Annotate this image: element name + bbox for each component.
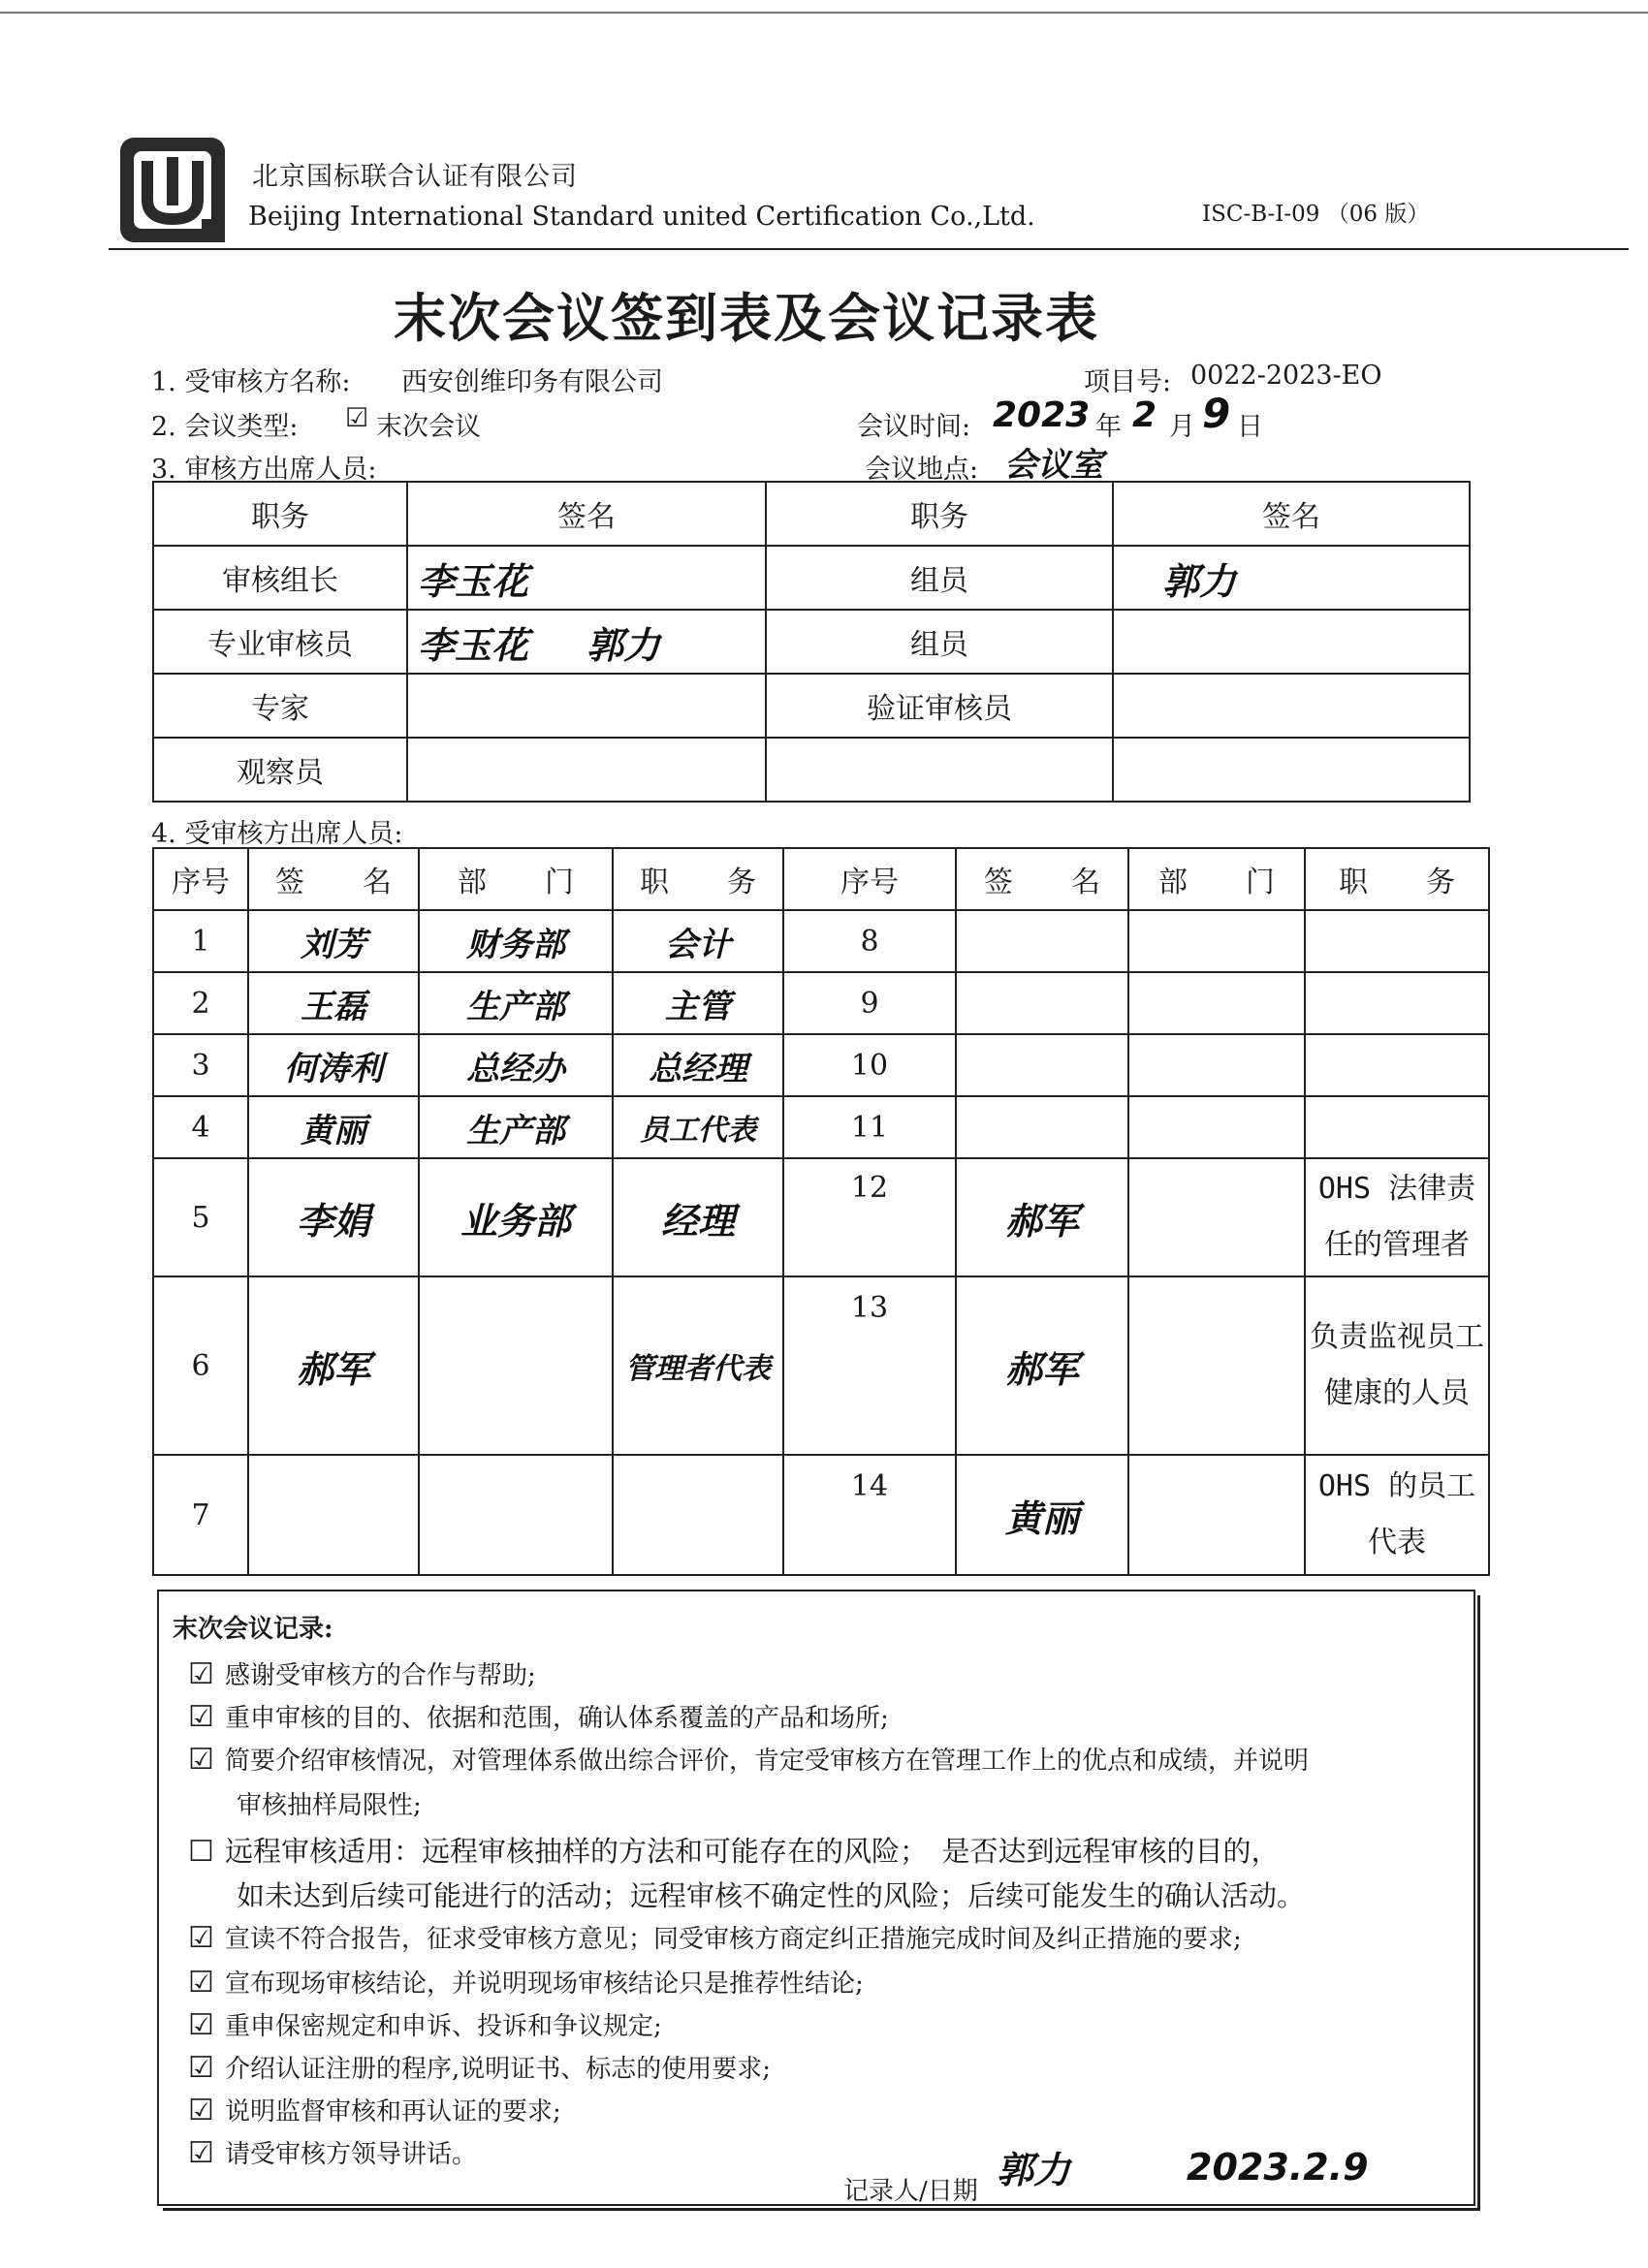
signature-cell [248,1455,419,1575]
position-cell [613,1158,783,1276]
col-header: 部 门 [419,848,613,910]
record-box [157,1590,1475,2206]
record-item [188,1919,1242,1955]
department-cell [419,1455,613,1575]
signature-cell [407,546,766,610]
position-cell [613,1455,783,1575]
signature-cell [956,1158,1128,1276]
record-item-continuation: 如未达到后续可能进行的活动；远程审核不确定性的风险；后续可能发生的确认活动。 [237,1879,1306,1912]
signature-cell [956,1455,1128,1575]
row-number: 8 [783,910,956,972]
role-cell: 专业审核员 [153,610,407,674]
position-cell [613,1276,783,1455]
department: 业务部 [460,1199,571,1243]
company-name-cn: 北京国标联合认证有限公司 [252,162,578,192]
company-name-en: Beijing International Standard united Certification Co.,Ltd. [248,202,1035,232]
signature-cell [956,1034,1128,1096]
signature-cell [407,738,766,802]
col-header: 签名 [1113,482,1470,546]
auditee-value: 西安创维印务有限公司 [401,367,663,397]
position-cell [613,1034,783,1096]
header-divider [109,248,1629,250]
table-row [153,610,1470,674]
position: 管理者代表 [625,1352,771,1386]
row-number: 6 [153,1276,248,1455]
meeting-time-label: 会议时间: [857,412,971,442]
row-number: 4 [153,1096,248,1158]
position-cell: OHS 法律责任的管理者 [1305,1158,1489,1276]
signature: 李娟 [296,1199,370,1243]
table-row [153,1096,1489,1158]
signature-cell [1113,738,1470,802]
role-cell: 验证审核员 [766,674,1113,738]
table-row [153,1034,1489,1096]
page-title: 末次会议签到表及会议记录表 [394,287,1099,349]
signature-cell [1113,546,1470,610]
record-heading: 末次会议记录: [173,1615,333,1644]
record-item-text: 说明监督审核和再认证的要求; [225,2097,561,2126]
position-cell [613,1096,783,1158]
signature: 刘芳 [301,925,366,964]
project-value: 0022-2023-EO [1190,361,1382,391]
row-number: 12 [783,1158,956,1276]
meeting-type-checkbox: ☑ [345,403,369,433]
checked-box-icon: ☑ [188,1657,214,1691]
position: 会计 [665,925,731,964]
position-cell [1305,972,1489,1034]
table-row [153,972,1489,1034]
role-cell [766,738,1113,802]
position: 员工代表 [640,1114,756,1148]
col-header: 序号 [783,848,956,910]
position-cell [613,910,783,972]
record-item [188,1698,889,1734]
department-cell [419,1034,613,1096]
meeting-month-unit: 月 [1169,412,1195,442]
checked-box-icon: ☑ [188,1966,214,2000]
record-item [188,2092,561,2127]
role-cell: 审核组长 [153,546,407,610]
department: 总经办 [466,1049,565,1088]
signature: 黄丽 [301,1111,366,1150]
signature-cell [248,910,419,972]
position: 总经理 [649,1049,747,1088]
record-item-text: 宣读不符合报告，征求受审核方意见；同受审核方商定纠正措施完成时间及纠正措施的要求; [225,1925,1242,1954]
attendee-table [152,847,1490,1576]
signature: 郭力 [586,623,661,667]
record-item-text: 请受审核方领导讲话。 [225,2140,478,2169]
empty-box-icon: ☐ [188,1835,214,1869]
company-logo-icon [118,136,227,244]
auditor-attendees-label: 3. 审核方出席人员: [151,455,377,485]
signature-cell [956,972,1128,1034]
signature: 郝军 [296,1347,370,1391]
auditee-label: 1. 受审核方名称: [151,367,351,397]
record-item-text: 重申审核的目的、依据和范围，确认体系覆盖的产品和场所; [225,1704,889,1733]
meeting-place-value: 会议室 [1004,446,1103,485]
department-cell [1128,1455,1305,1575]
scan-edge-line [0,12,1648,14]
checked-box-icon: ☑ [188,2051,214,2085]
table-header-row [153,848,1489,910]
recorder-label: 记录人/日期 [843,2177,978,2206]
signature-cell [1113,674,1470,738]
col-header: 职 务 [1305,848,1489,910]
checked-box-icon: ☑ [188,1700,214,1734]
table-row [153,1276,1489,1455]
signature-cell [956,1276,1128,1455]
checked-box-icon: ☑ [188,2136,214,2170]
record-item [188,1964,864,2000]
department: 生产部 [466,987,565,1026]
record-item-text: 介绍认证注册的程序,说明证书、标志的使用要求; [225,2055,772,2084]
role-cell: 组员 [766,610,1113,674]
signature-cell [248,1034,419,1096]
record-item [188,1830,1280,1870]
signature-cell [1113,610,1470,674]
meeting-year-unit: 年 [1095,412,1122,442]
role-cell: 专家 [153,674,407,738]
project-label: 项目号: [1084,367,1172,397]
table-row [153,1455,1489,1575]
signature-cell [248,1096,419,1158]
col-header: 部 门 [1128,848,1305,910]
signature-cell [956,1096,1128,1158]
position-cell [1305,910,1489,972]
position: 经理 [660,1199,735,1243]
role-cell: 组员 [766,546,1113,610]
col-header: 签名 [407,482,766,546]
record-item [188,1655,536,1691]
checked-box-icon: ☑ [188,1743,214,1777]
department-cell [1128,1096,1305,1158]
meeting-type-label: 2. 会议类型: [151,412,299,442]
meeting-year: 2023 [993,395,1091,435]
table-header-row [153,482,1470,546]
recorder-signature: 郭力 [997,2149,1071,2191]
department-cell [419,1158,613,1276]
row-number: 3 [153,1034,248,1096]
col-header: 职务 [153,482,407,546]
table-row [153,1158,1489,1276]
signature-cell [407,674,766,738]
record-item-text: 感谢受审核方的合作与帮助; [225,1661,536,1690]
record-item-continuation: 审核抽样局限性; [237,1791,422,1820]
document-code: ISC-B-I-09 （06 版） [1202,202,1430,227]
position-cell [1305,1096,1489,1158]
role-cell: 观察员 [153,738,407,802]
col-header: 职 务 [613,848,783,910]
signature-cell [248,972,419,1034]
signature-cell [248,1158,419,1276]
recorder-date: 2023.2.9 [1187,2146,1369,2189]
record-item-text: 简要介绍审核情况，对管理体系做出综合评价，肯定受审核方在管理工作上的优点和成绩，并说明 [225,1747,1310,1776]
row-number: 5 [153,1158,248,1276]
meeting-month: 2 [1132,395,1157,435]
position: 主管 [665,987,731,1026]
col-header: 签 名 [248,848,419,910]
record-item [188,2006,662,2042]
signature: 李玉花 [418,623,529,667]
table-row [153,674,1470,738]
signature: 郭力 [1162,559,1237,603]
record-item [188,1741,1309,1777]
table-row [153,910,1489,972]
department-cell [419,972,613,1034]
table-row [153,546,1470,610]
department-cell [1128,1276,1305,1455]
meeting-place-label: 会议地点: [865,455,979,485]
department-cell [1128,910,1305,972]
position-cell: OHS 的员工代表 [1305,1455,1489,1575]
department-cell [1128,1158,1305,1276]
signature-cell [956,910,1128,972]
record-item-text: 重申保密规定和申诉、投诉和争议规定; [225,2012,662,2041]
row-number: 7 [153,1455,248,1575]
department: 财务部 [466,925,565,964]
col-header: 序号 [153,848,248,910]
signature-cell [407,610,766,674]
row-number: 11 [783,1096,956,1158]
row-number: 14 [783,1455,956,1575]
row-number: 13 [783,1276,956,1455]
meeting-type-value: 末次会议 [376,412,481,442]
department-cell [419,1276,613,1455]
department-cell [419,1096,613,1158]
row-number: 9 [783,972,956,1034]
meeting-day: 9 [1202,390,1231,437]
col-header: 职务 [766,482,1113,546]
department-cell [1128,1034,1305,1096]
checked-box-icon: ☑ [188,2008,214,2042]
signature: 王磊 [301,987,366,1026]
table-row [153,738,1470,802]
row-number: 10 [783,1034,956,1096]
row-number: 2 [153,972,248,1034]
department-cell [419,910,613,972]
checked-box-icon: ☑ [188,1921,214,1955]
meeting-day-unit: 日 [1237,412,1263,442]
auditee-attendees-label: 4. 受审核方出席人员: [151,819,403,849]
position-cell [613,972,783,1034]
signature: 何涛利 [284,1049,383,1088]
auditor-table [152,481,1471,803]
record-item-text: 远程审核适用：远程审核抽样的方法和可能存在的风险； 是否达到远程审核的目的， [225,1835,1280,1868]
signature: 郝军 [1004,1347,1079,1391]
signature: 李玉花 [418,559,529,603]
record-item [188,2134,477,2170]
position-cell: 负责监视员工健康的人员 [1305,1276,1489,1455]
record-item-text: 宣布现场审核结论，并说明现场审核结论只是推荐性结论; [225,1969,864,1999]
department: 生产部 [466,1111,565,1150]
signature: 黄丽 [1004,1496,1079,1540]
record-item [188,2049,771,2085]
row-number: 1 [153,910,248,972]
department-cell [1128,972,1305,1034]
col-header: 签 名 [956,848,1128,910]
position-cell [1305,1034,1489,1096]
signature: 郝军 [1004,1199,1079,1243]
signature-cell [248,1276,419,1455]
checked-box-icon: ☑ [188,2094,214,2127]
